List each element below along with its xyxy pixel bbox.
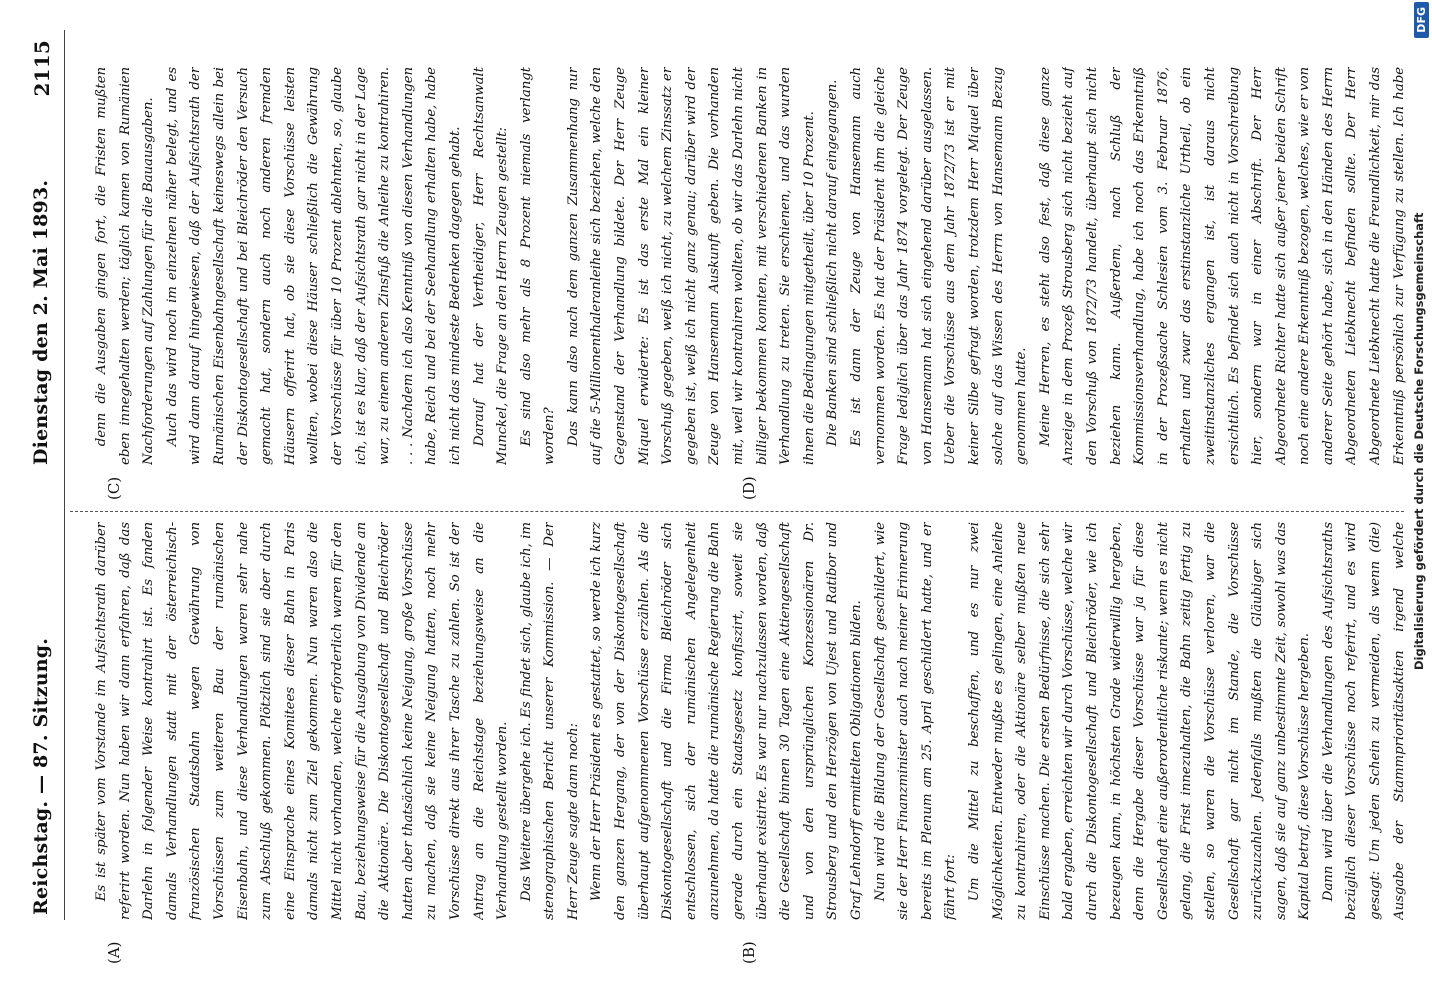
paragraph: Auch das wird noch im einzelnen näher belegt, und es wird dann darauf hingewiesen, daß der Aufsichtsrath der Rumänischen Eisenbahngesellschaft keineswegs allein bei der Diskontogesellschaft und bei Bleichröder den Versuch gemacht hat, sondern auch noch anderen fremden Häusern offerirt hat, ob sie diese Vorschüsse leisten wollten, wobei diese Häuser schließlich die Gewährung der Vorschüsse für über 10 Prozent ablehnten, so, glaube ich, ist es klar, daß der Aufsichtsrath gar nicht in der Lage war, zu einem anderen Zinsfuß die Anleihe zu kontrahiren. . . . Nachdem ich also Kenntniß von diesen Verhandlungen habe, Reich und bei der Seehandlung erhalten habe, habe ich nicht das mindeste Bedenken dagegen gehabt. [164,67,463,465]
margin-marker-d: (D) [740,476,758,500]
paragraph: Das kann also nach dem ganzen Zusammenhang nur auf die 5-Millionenthaleranleihe sich beziehen, welche den Gegenstand der Verhandlung bildete. Der Herr Zeuge Miquel erwiderte: Es ist das erste Mal ein kleiner Vorschuß gegeben, weiß ich nicht, zu welchem Zinssatz er gegeben ist, weiß ich nicht ganz genau; darüber wird der Zeuge von Hansemann Auskunft geben. Die vorhanden mit, weil wir kontrahiren wollten, ob wir das Darlehn nicht billiger bekommen konnten, mit verschiedenen Banken in Verhandlung zu treten. Sie erschienen, und das wurden ihnen die Bedingungen mitgetheilt, über 10 Prozent. [565,67,817,465]
footer [1410,0,1432,1000]
header-rule [64,30,65,920]
margin-marker-a: (A) [105,941,123,964]
dfg-logo: DFG [1414,2,1429,38]
paragraph: Wenn der Herr Präsident es gestattet, so werde ich kurz den ganzen Hergang, der von der Diskontogesellschaft überhaupt aufgenommenen Vorschüsse erzählen. Als die Diskontogesellschaft und die Firma Bleichröder sich entschlossen, sich der rumänischen Angelegenheit anzunehmen, da hatte die rumänische Regierung die Bahn gerade durch ein Staatsgesetz konfiszirt, soweit sie überhaupt existirte. Es war nur nachzulassen worden, daß die Gesellschaft binnen 30 Tagen eine Aktiengesellschaft und von den ursprünglichen Konzessionären Dr. Strousberg und den Herzögen von Ujest und Ratibor und Graf Lehndorff ermittelten Obligationen bilden. [589,522,864,920]
paragraph: Darauf hat der Vertheidiger, Herr Rechtsanwalt Munckel, die Frage an den Herrn Zeugen gestellt: [471,67,511,465]
text-column-right [90,67,1412,465]
page-number: 2115 [30,40,54,97]
paragraph: denn die Ausgaben gingen fort, die Fristen mußten eben innegehalten werden; täglich kamen von Rumänien Nachforderungen auf Zahlungen für die Bauausgaben. [94,67,157,465]
paragraph: Um die Mittel zu beschaffen, und es nur zwei Möglichkeiten. Entweder mußte es gelingen, eine Anleihe zu kontrahiren, oder die Aktionäre selber mußten neue Einschüsse machen. Die ersten Bedürfnisse, die sich sehr bald ergaben, erreichten wir durch Vorschüsse, welche wir durch die Diskontogesellschaft und Bleichröder, wie ich bezeugen kann, in höchsten Grade widerwillig hergeben, denn die Hergabe dieser Vorschüsse war ja für diese Gesellschaft eine außerordentliche riskante; wenn es nicht gelang, die Frist innezuhalten, die Bahn zeitig fertig zu stellen, so waren die Vorschüsse verloren, war die Gesellschaft gar nicht im Stande, die Vorschüsse zurückzuzahlen. Jedenfalls mußten die Gläubiger sich sagen, daß sie auf ganz unbestimmte Zeit, sowohl was das Kapital betraf, diese Vorschüsse hergeben. [966,522,1313,920]
paragraph: Nun wird die Bildung der Gesellschaft geschildert, wie sie der Herr Finanzminister auch nach meiner Erinnerung bereits im Plenum am 25. April geschildert hatte, und er fährt fort: [872,522,959,920]
paragraph: Es ist später vom Vorstande im Aufsichtsrath darüber referirt worden. Nun haben wir dann erfahren, daß das Darlehn in folgender Weise kontrahirt ist. Es fanden damals Verhandlungen statt mit der österreichisch-französischen Staatsbahn wegen Gewährung von Vorschüssen zum weiteren Bau der rumänischen Eisenbahn, und diese Verhandlungen waren sehr nahe zum Abschluß gekommen. Plötzlich sind sie aber durch eine Einsprache eines Komitees dieser Bahn in Paris damals nicht zum Ziel gekommen. Nun waren also die Mittel nicht vorhanden, welche erforderlich waren für den Bau, beziehungsweise für die Ausgabung von Dividende an die Aktionäre. Die Diskontogesellschaft und Bleichröder hatten aber thatsächlich keine Neigung, große Vorschüsse zu machen, daß sie keine Neigung hatten, noch mehr Vorschüsse direkt aus ihrer Tasche zu zahlen. So ist der Antrag an die Reichstage beziehungsweise an die Verhandlung gestellt worden. [94,522,511,920]
paragraph: Das Weitere übergehe ich. Es findet sich, glaube ich, im stenographischen Bericht unserer Kommission. — Der Herr Zeuge sagte dann noch: [518,522,581,920]
column-divider [70,511,1404,512]
margin-marker-b: (B) [740,941,758,964]
paragraph: Dann wird über die Verhandlungen des Aufsichtsraths bezüglich dieser Vorschüsse noch referirt, und es wird gesagt: Um jeden Schein zu vermeiden, als wenn (die) Ausgabe der Stammprioritätsaktien irgend welche [1320,522,1407,920]
paragraph: Die Banken sind schließlich nicht darauf eingegangen. [825,79,841,447]
paragraph: Meine Herren, es steht also fest, daß diese ganze Anzeige in dem Prozeß Strousberg sich nicht bezieht auf den Vorschuß von 1872/73 handelt, überhaupt sich nicht beziehen kann. Außerdem, nach Schluß der Kommissionsverhandlung, habe ich noch das Erkenntniß in der Prozeßsache Schlesien vom 3. Februar 1876, erhalten und zwar das erstinstanzliche Urtheil, ob ein zweitinstanzliches ergangen ist, ist daraus nicht ersichtlich. Es befindet sich auch nicht in Vorschreibung hier, sondern war in einer Abschrift. Der Herr Abgeordnete Richter hatte sich außer jener beiden Schrift noch eine andere Erkenntniß bezogen, welches, wie er von anderer Seite gehört habe, sich in den Händen des Herrn Abgeordneten Liebknecht befinden sollte. Der Herr Abgeordnete Liebknecht hatte die Freundlichkeit, mir das Erkenntniß persönlich zur Verfügung zu stellen. Ich habe [1037,67,1407,465]
paragraph: Es sind also mehr als 8 Prozent niemals verlangt worden? [518,67,558,465]
digitization-credit: Digitalisierung gefördert durch die Deutsche Forschungsgemeinschaft [1412,212,1426,670]
paragraph: Es ist dann der Zeuge von Hansemann auch vernommen worden. Es hat der Präsident ihm die gleiche Frage lediglich über das Jahr 1874 vorgelegt. Der Zeuge von Hansemann hat sich eingehend darüber ausgelassen. Ueber die Vorschüsse aus dem Jahr 1872/73 ist er mit keiner Silbe gefragt worden, trotzdem Herr Miquel über solche auf das Wissen des Herrn von Hansemann Bezug genommen hatte. [849,67,1030,465]
running-header-date: Dienstag den 2. Mai 1893. [30,179,52,465]
margin-marker-c: (C) [105,476,123,500]
text-column-left [90,522,1412,920]
running-header-session: Reichstag. — 87. Sitzung. [30,637,52,915]
